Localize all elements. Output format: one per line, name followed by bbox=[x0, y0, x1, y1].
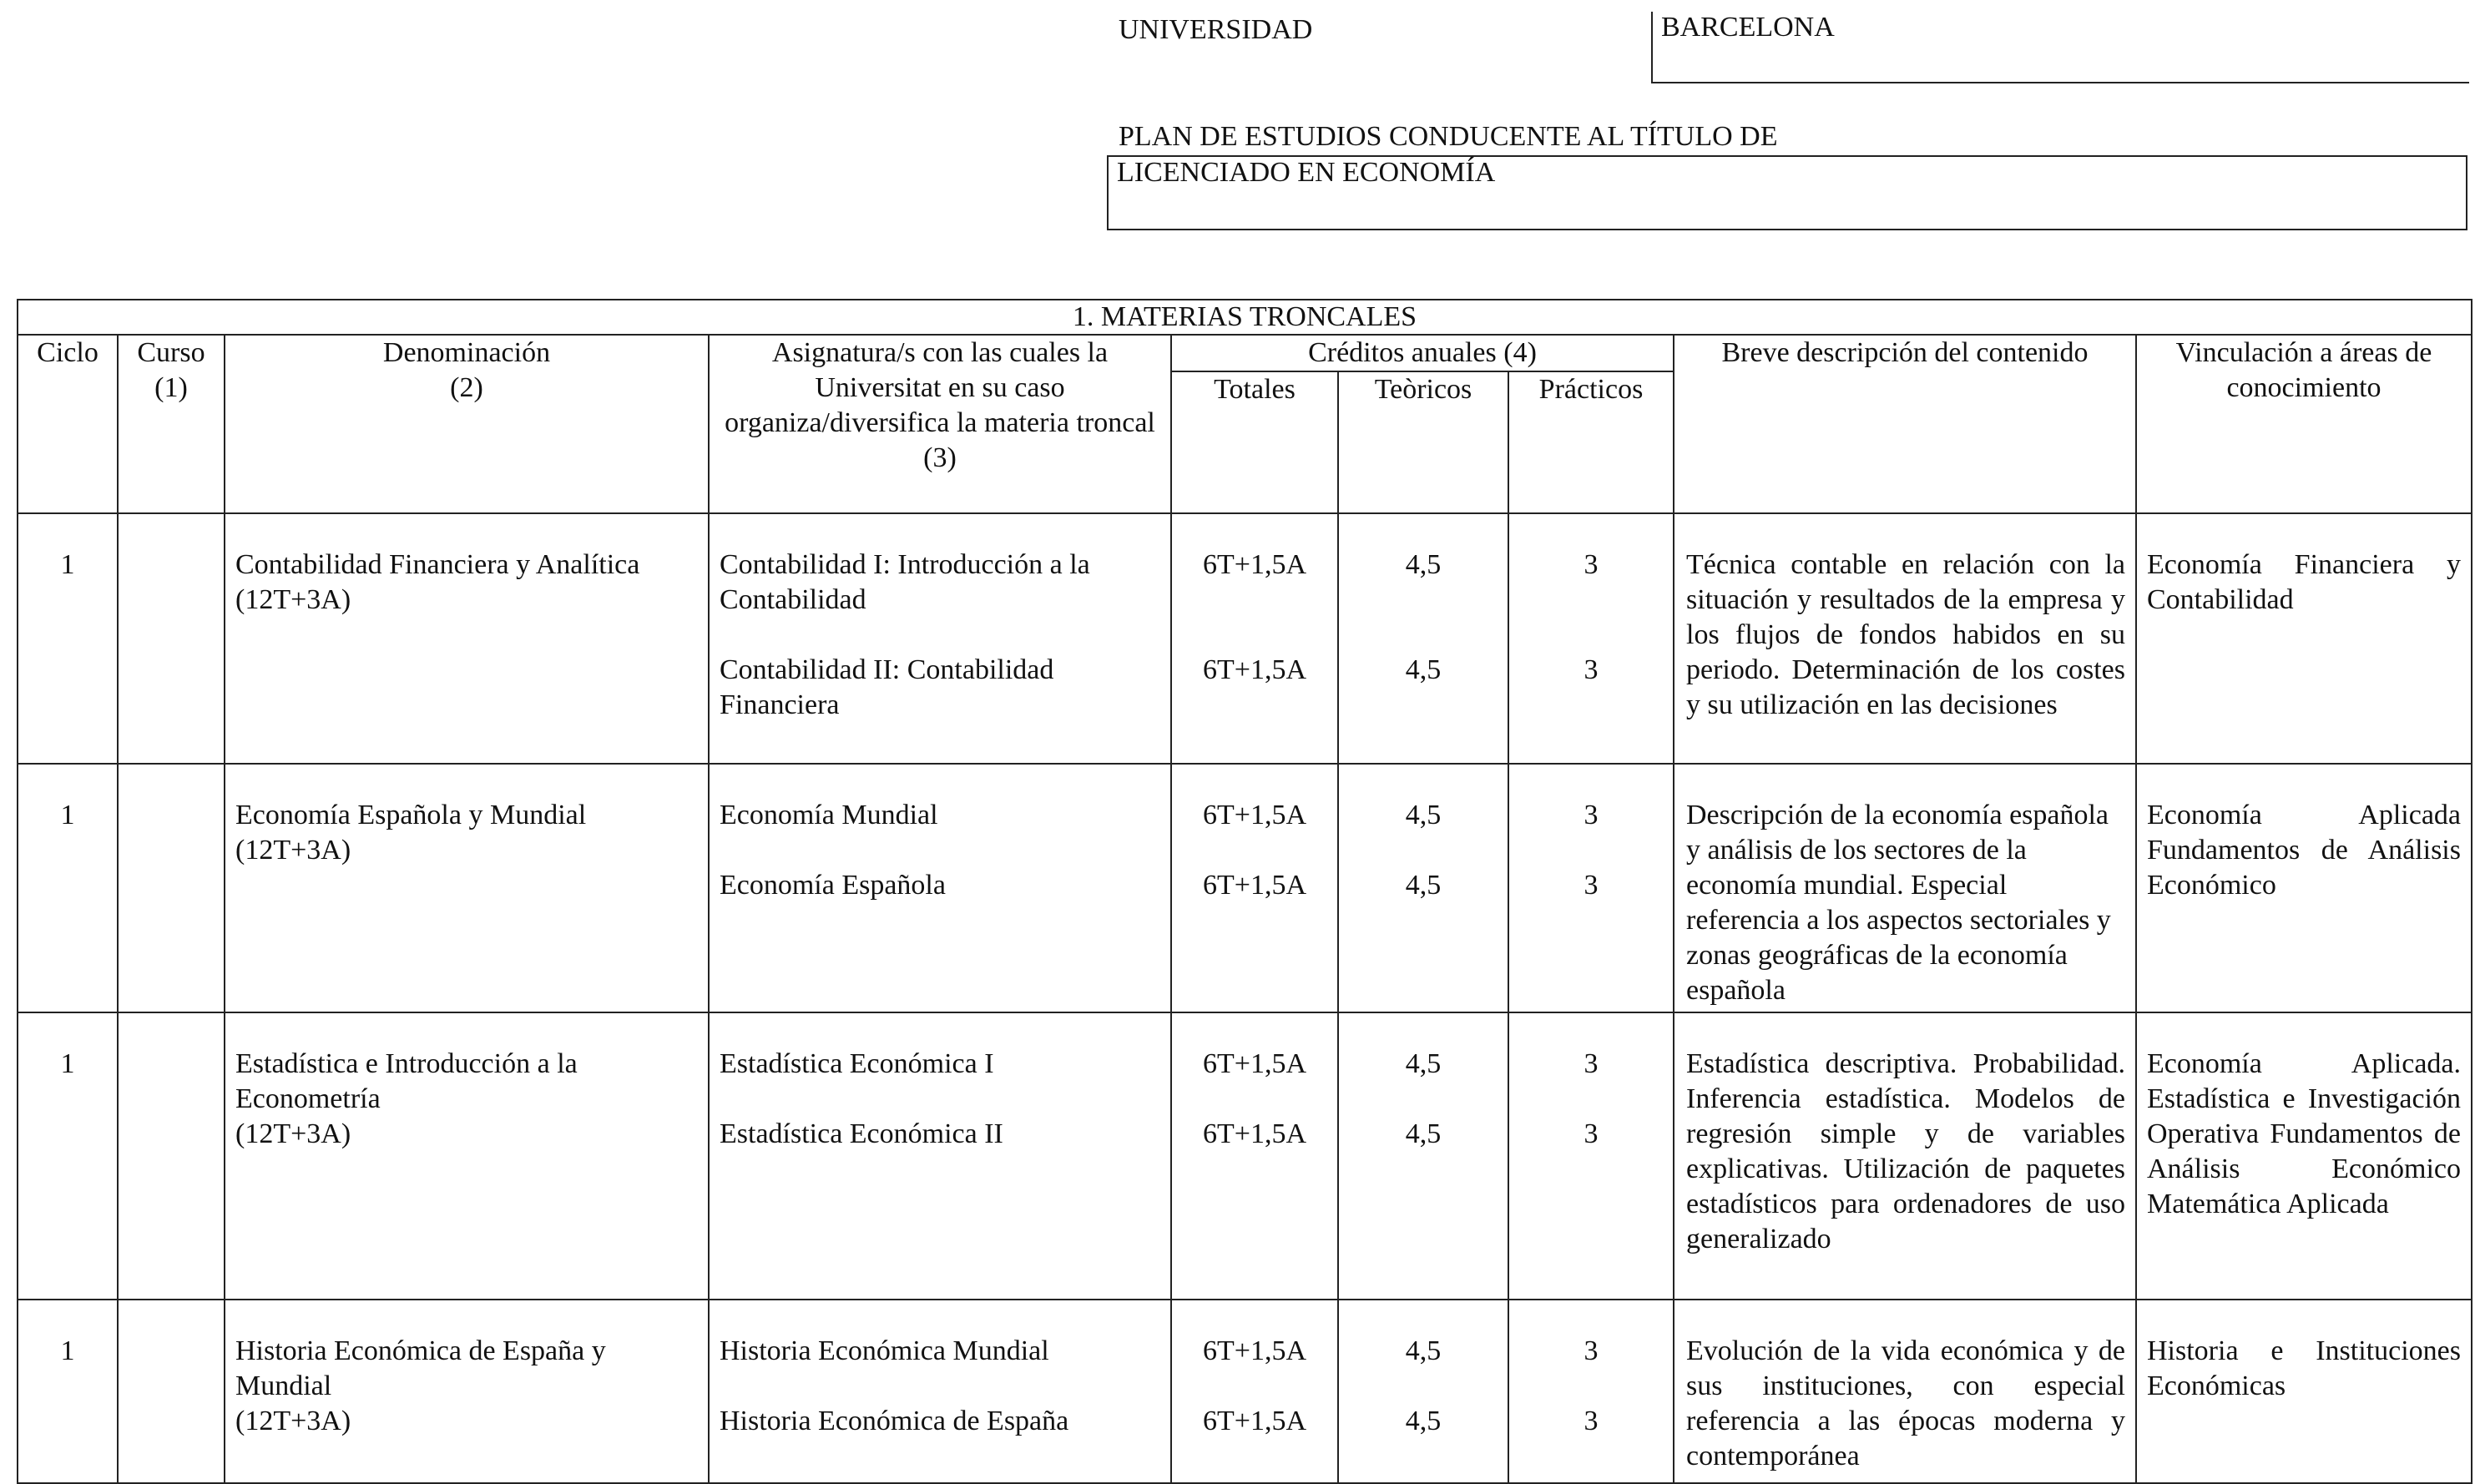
header-totales: Totales bbox=[1171, 371, 1338, 513]
cell-practicos: 3 3 bbox=[1508, 1300, 1674, 1483]
cell-teoricos: 4,5 4,5 bbox=[1338, 513, 1508, 764]
materias-troncales-table bbox=[17, 299, 2472, 1484]
cell-curso bbox=[118, 1012, 225, 1300]
header-teoricos: Teòricos bbox=[1338, 371, 1508, 513]
cell-totales: 6T+1,5A 6T+1,5A bbox=[1171, 1300, 1338, 1483]
cell-teoricos: 4,5 4,5 bbox=[1338, 1300, 1508, 1483]
header-vinculacion: Vinculación a áreas de conocimiento bbox=[2136, 335, 2472, 513]
cell-practicos: 3 3 bbox=[1508, 1012, 1674, 1300]
table-row bbox=[18, 1012, 2472, 1300]
subject-name: Contabilidad II: Contabilidad Financiera bbox=[720, 654, 1054, 720]
subject-name: Estadística Económica II bbox=[720, 1118, 1003, 1149]
cell-practicos: 3 3 bbox=[1508, 513, 1674, 764]
titulo-box bbox=[1107, 155, 2467, 230]
header-denominacion: Denominación (2) bbox=[225, 335, 709, 513]
universidad-value-box bbox=[1651, 12, 2469, 83]
cell-curso bbox=[118, 513, 225, 764]
header-ciclo: Ciclo bbox=[18, 335, 118, 513]
cell-vinculacion: Historia e Instituciones Económicas bbox=[2136, 1300, 2472, 1483]
cell-curso bbox=[118, 764, 225, 1012]
subject-name: Estadística Económica I bbox=[720, 1048, 994, 1079]
cell-descripcion: Descripción de la economía española y análisis de los sectores de la economía mundial. Especial referencia a los aspectos sectoriales y zonas geográficas de la economía española bbox=[1674, 764, 2136, 1012]
subject-name: Historia Económica Mundial bbox=[720, 1335, 1049, 1366]
cell-asignaturas bbox=[709, 513, 1171, 764]
cell-ciclo: 1 bbox=[18, 1012, 118, 1300]
table-title: 1. MATERIAS TRONCALES bbox=[18, 300, 2472, 335]
cell-teoricos: 4,5 4,5 bbox=[1338, 764, 1508, 1012]
cell-ciclo: 1 bbox=[18, 764, 118, 1012]
universidad-value: BARCELONA bbox=[1661, 12, 1835, 43]
header-curso: Curso (1) bbox=[118, 335, 225, 513]
cell-vinculacion: Economía Aplicada Fundamentos de Análisis Económico bbox=[2136, 764, 2472, 1012]
subject-name: Economía Mundial bbox=[720, 800, 938, 830]
cell-denominacion: Contabilidad Financiera y Analítica (12T+3A) bbox=[225, 513, 709, 764]
header-practicos: Prácticos bbox=[1508, 371, 1674, 513]
subject-name: Historia Económica de España bbox=[720, 1406, 1069, 1436]
table-row bbox=[18, 764, 2472, 1012]
header-asignatura: Asignatura/s con las cuales la Universitat en su caso organiza/diversifica la materia troncal (3) bbox=[709, 335, 1171, 513]
cell-practicos: 3 3 bbox=[1508, 764, 1674, 1012]
cell-curso bbox=[118, 1300, 225, 1483]
cell-asignaturas bbox=[709, 1300, 1171, 1483]
cell-vinculacion: Economía Financiera y Contabilidad bbox=[2136, 513, 2472, 764]
titulo-value: LICENCIADO EN ECONOMÍA bbox=[1117, 157, 1496, 188]
table-row bbox=[18, 1300, 2472, 1483]
cell-totales: 6T+1,5A 6T+1,5A bbox=[1171, 764, 1338, 1012]
cell-totales: 6T+1,5A 6T+1,5A bbox=[1171, 1012, 1338, 1300]
cell-descripcion: Evolución de la vida económica y de sus instituciones, con especial referencia a las épocas moderna y contemporánea bbox=[1674, 1300, 2136, 1483]
subject-name: Contabilidad I: Introducción a la Contabilidad bbox=[720, 549, 1090, 615]
plan-label: PLAN DE ESTUDIOS CONDUCENTE AL TÍTULO DE bbox=[1119, 121, 1778, 152]
cell-asignaturas bbox=[709, 764, 1171, 1012]
header-creditos: Créditos anuales (4) bbox=[1171, 335, 1674, 371]
cell-denominacion: Economía Española y Mundial (12T+3A) bbox=[225, 764, 709, 1012]
table-row bbox=[18, 513, 2472, 764]
cell-teoricos: 4,5 4,5 bbox=[1338, 1012, 1508, 1300]
cell-descripcion: Técnica contable en relación con la situación y resultados de la empresa y los flujos de fondos habidos en su periodo. Determinación de los costes y su utilización en las decisiones bbox=[1674, 513, 2136, 764]
cell-ciclo: 1 bbox=[18, 1300, 118, 1483]
cell-asignaturas bbox=[709, 1012, 1171, 1300]
cell-denominacion: Estadística e Introducción a la Econometría (12T+3A) bbox=[225, 1012, 709, 1300]
cell-vinculacion: Economía Aplicada. Estadística e Investigación Operativa Fundamentos de Análisis Económico Matemática Aplicada bbox=[2136, 1012, 2472, 1300]
cell-ciclo: 1 bbox=[18, 513, 118, 764]
cell-denominacion: Historia Económica de España y Mundial (12T+3A) bbox=[225, 1300, 709, 1483]
subject-name: Economía Española bbox=[720, 870, 946, 901]
cell-descripcion: Estadística descriptiva. Probabilidad. Inferencia estadística. Modelos de regresión simple y de variables explicativas. Utilización de paquetes estadísticos para ordenadores de uso generalizado bbox=[1674, 1012, 2136, 1300]
universidad-label: UNIVERSIDAD bbox=[1119, 14, 1313, 45]
cell-totales: 6T+1,5A 6T+1,5A bbox=[1171, 513, 1338, 764]
header-descripcion: Breve descripción del contenido bbox=[1674, 335, 2136, 513]
